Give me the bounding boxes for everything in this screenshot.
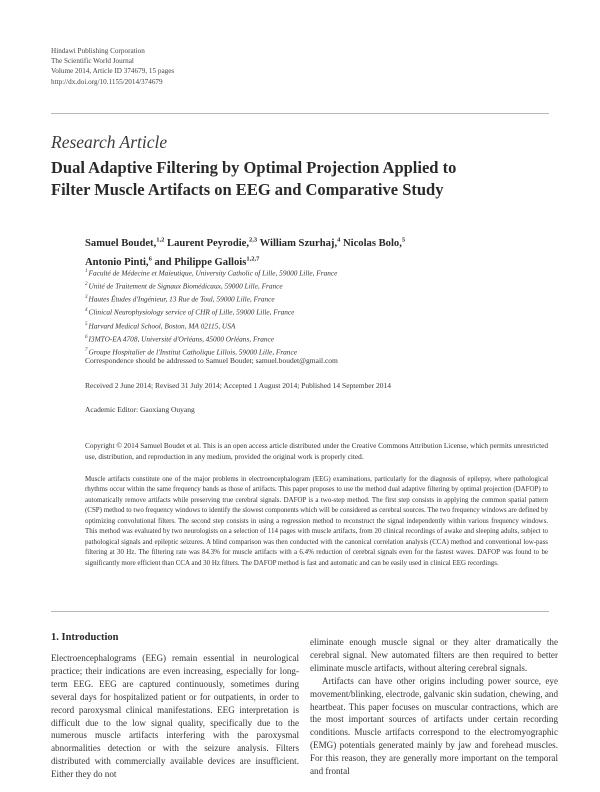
academic-editor: Academic Editor: Gaoxiang Ouyang [85, 405, 195, 414]
title-line: Dual Adaptive Filtering by Optimal Projection Applied to [51, 158, 457, 177]
article-type: Research Article [51, 132, 168, 152]
paragraph: eliminate enough muscle signal or they alter dramatically the cerebral signal. New automated filters are then required to better eliminate muscle artifacts, without altering cerebral signals. [310, 637, 558, 673]
affiliation: $^6$I3MTO-EA 4708, Université d'Orléans, 45000 Orléans, France [85, 334, 275, 344]
body-column-right [310, 636, 558, 786]
publisher-line: Hindawi Publishing Corporation [51, 47, 145, 55]
paragraph: Electroencephalograms (EEG) remain essential in neurological practice; their indications are even increasing, especially for long-term EEG. EEG are captured continuously, sometimes during several days for hospitalized patient or for outpatients, in order to record paroxysmal clinical manifestations. EEG interpretation is difficult due to the low signal quality, specifically due to the numerous muscle artifacts interfering with the paroxysmal abnormalities detection or with the seizure analysis. Filters distributed with commercially available devices are insufficient. Either they do not [51, 653, 299, 780]
title-line: Filter Muscle Artifacts on EEG and Comparative Study [51, 180, 444, 199]
author: and Philippe Gallois$^{1,2,7}$ [154, 255, 260, 268]
affiliation-list [85, 266, 337, 358]
publication-dates: Received 2 June 2014; Revised 31 July 2014; Accepted 1 August 2014; Published 14 September 2014 [85, 381, 392, 390]
paragraph: Artifacts can have other origins including power source, eye movement/blinking, electrode, galvanic skin sudation, chewing, and heartbeat. This paper focuses on muscular contractions, which are the most important sources of artifacts under certain recording conditions. Muscle artifacts correspond to the electromyographic (EMG) potentials generated mainly by jaw and forehead muscles. For this reason, they are generally more important on the temporal and frontal [310, 675, 558, 777]
copyright-notice: Copyright © 2014 Samuel Boudet et al. This is an open access article distributed under the Creative Commons Attribution License, which permits unrestricted use, distribution, and reproduction in any medium, provided the original work is properly cited. [85, 441, 548, 462]
affiliation: $^4$Clinical Neurophysiology service of CHR of Lille, 59000 Lille, France [85, 307, 295, 317]
author: Laurent Peyrodie,$^{2,3}$ [167, 236, 258, 249]
journal-header [51, 46, 174, 87]
journal-line: The Scientific World Journal [51, 57, 134, 66]
abstract: Muscle artifacts constitute one of the major problems in electroencephalogram (EEG) examinations, particularly for the diagnosis of epilepsy, where pathological rhythms occur within the same frequency bands as those of artifacts. This paper proposes to use the method dual adaptive filtering by optimal projection (DAFOP) to automatically remove artifacts while preserving true cerebral signals. DAFOP is a two-step method. The first step consists in applying the common spatial pattern (CSP) method to two frequency windows to identify the slowest components which will be considered as cerebral sources. The two frequency windows are defined by optimizing convolutional filters. The second step consists in using a regression method to reconstruct the signal independently within various frequency windows. This method was evaluated by two neurologists on a selection of 114 pages with muscle artifacts, from 20 clinical recordings of awake and sleeping adults, subject to pathological signals and epileptic seizures. A blind comparison was then conducted with the canonical correlation analysis (CCA) method and conventional low-pass filtering at 30 Hz. The filtering rate was 84.3% for muscle artifacts with a 6.4% reduction of cerebral signals even for the fastest waves. DAFOP was found to be significantly more efficient than CCA and 30 Hz filters. The DAFOP method is fast and automatic and can be easily used in clinical EEG recordings. [85, 475, 548, 567]
author: Samuel Boudet,$^{1,2}$ [85, 236, 165, 249]
author: Antonio Pinti,$^6$ [85, 255, 152, 268]
abstract-divider [51, 611, 549, 612]
affiliation: $^1$Faculté de Médecine et Maïeutique, University Catholic of Lille, 59000 Lille, France [85, 268, 338, 278]
affiliation: $^5$Harvard Medical School, Boston, MA 02115, USA [85, 320, 236, 330]
author: Nicolas Bolo,$^5$ [343, 236, 406, 249]
header-divider [51, 113, 549, 114]
author: William Szurhaj,$^4$ [259, 236, 341, 249]
article-title [51, 157, 551, 201]
doi-link[interactable]: http://dx.doi.org/10.1155/2014/374679 [51, 77, 163, 86]
volume-line: Volume 2014, Article ID 374679, 15 pages [51, 67, 175, 76]
section-heading-introduction: 1. Introduction [51, 632, 119, 643]
affiliation: $^3$Hautes Études d'Ingénieur, 13 Rue de Toul, 59000 Lille, France [85, 294, 275, 304]
author-list [85, 232, 545, 270]
body-column-left [51, 652, 299, 788]
affiliation: $^2$Unité de Traitement de Signaux Biomédicaux, 59000 Lille, France [85, 281, 283, 291]
affiliation: $^7$Groupe Hospitalier de l'Institut Catholique Lillois, 59000 Lille, France [85, 347, 297, 357]
correspondence-line: Correspondence should be addressed to Samuel Boudet; samuel.boudet@gmail.com [85, 356, 338, 365]
